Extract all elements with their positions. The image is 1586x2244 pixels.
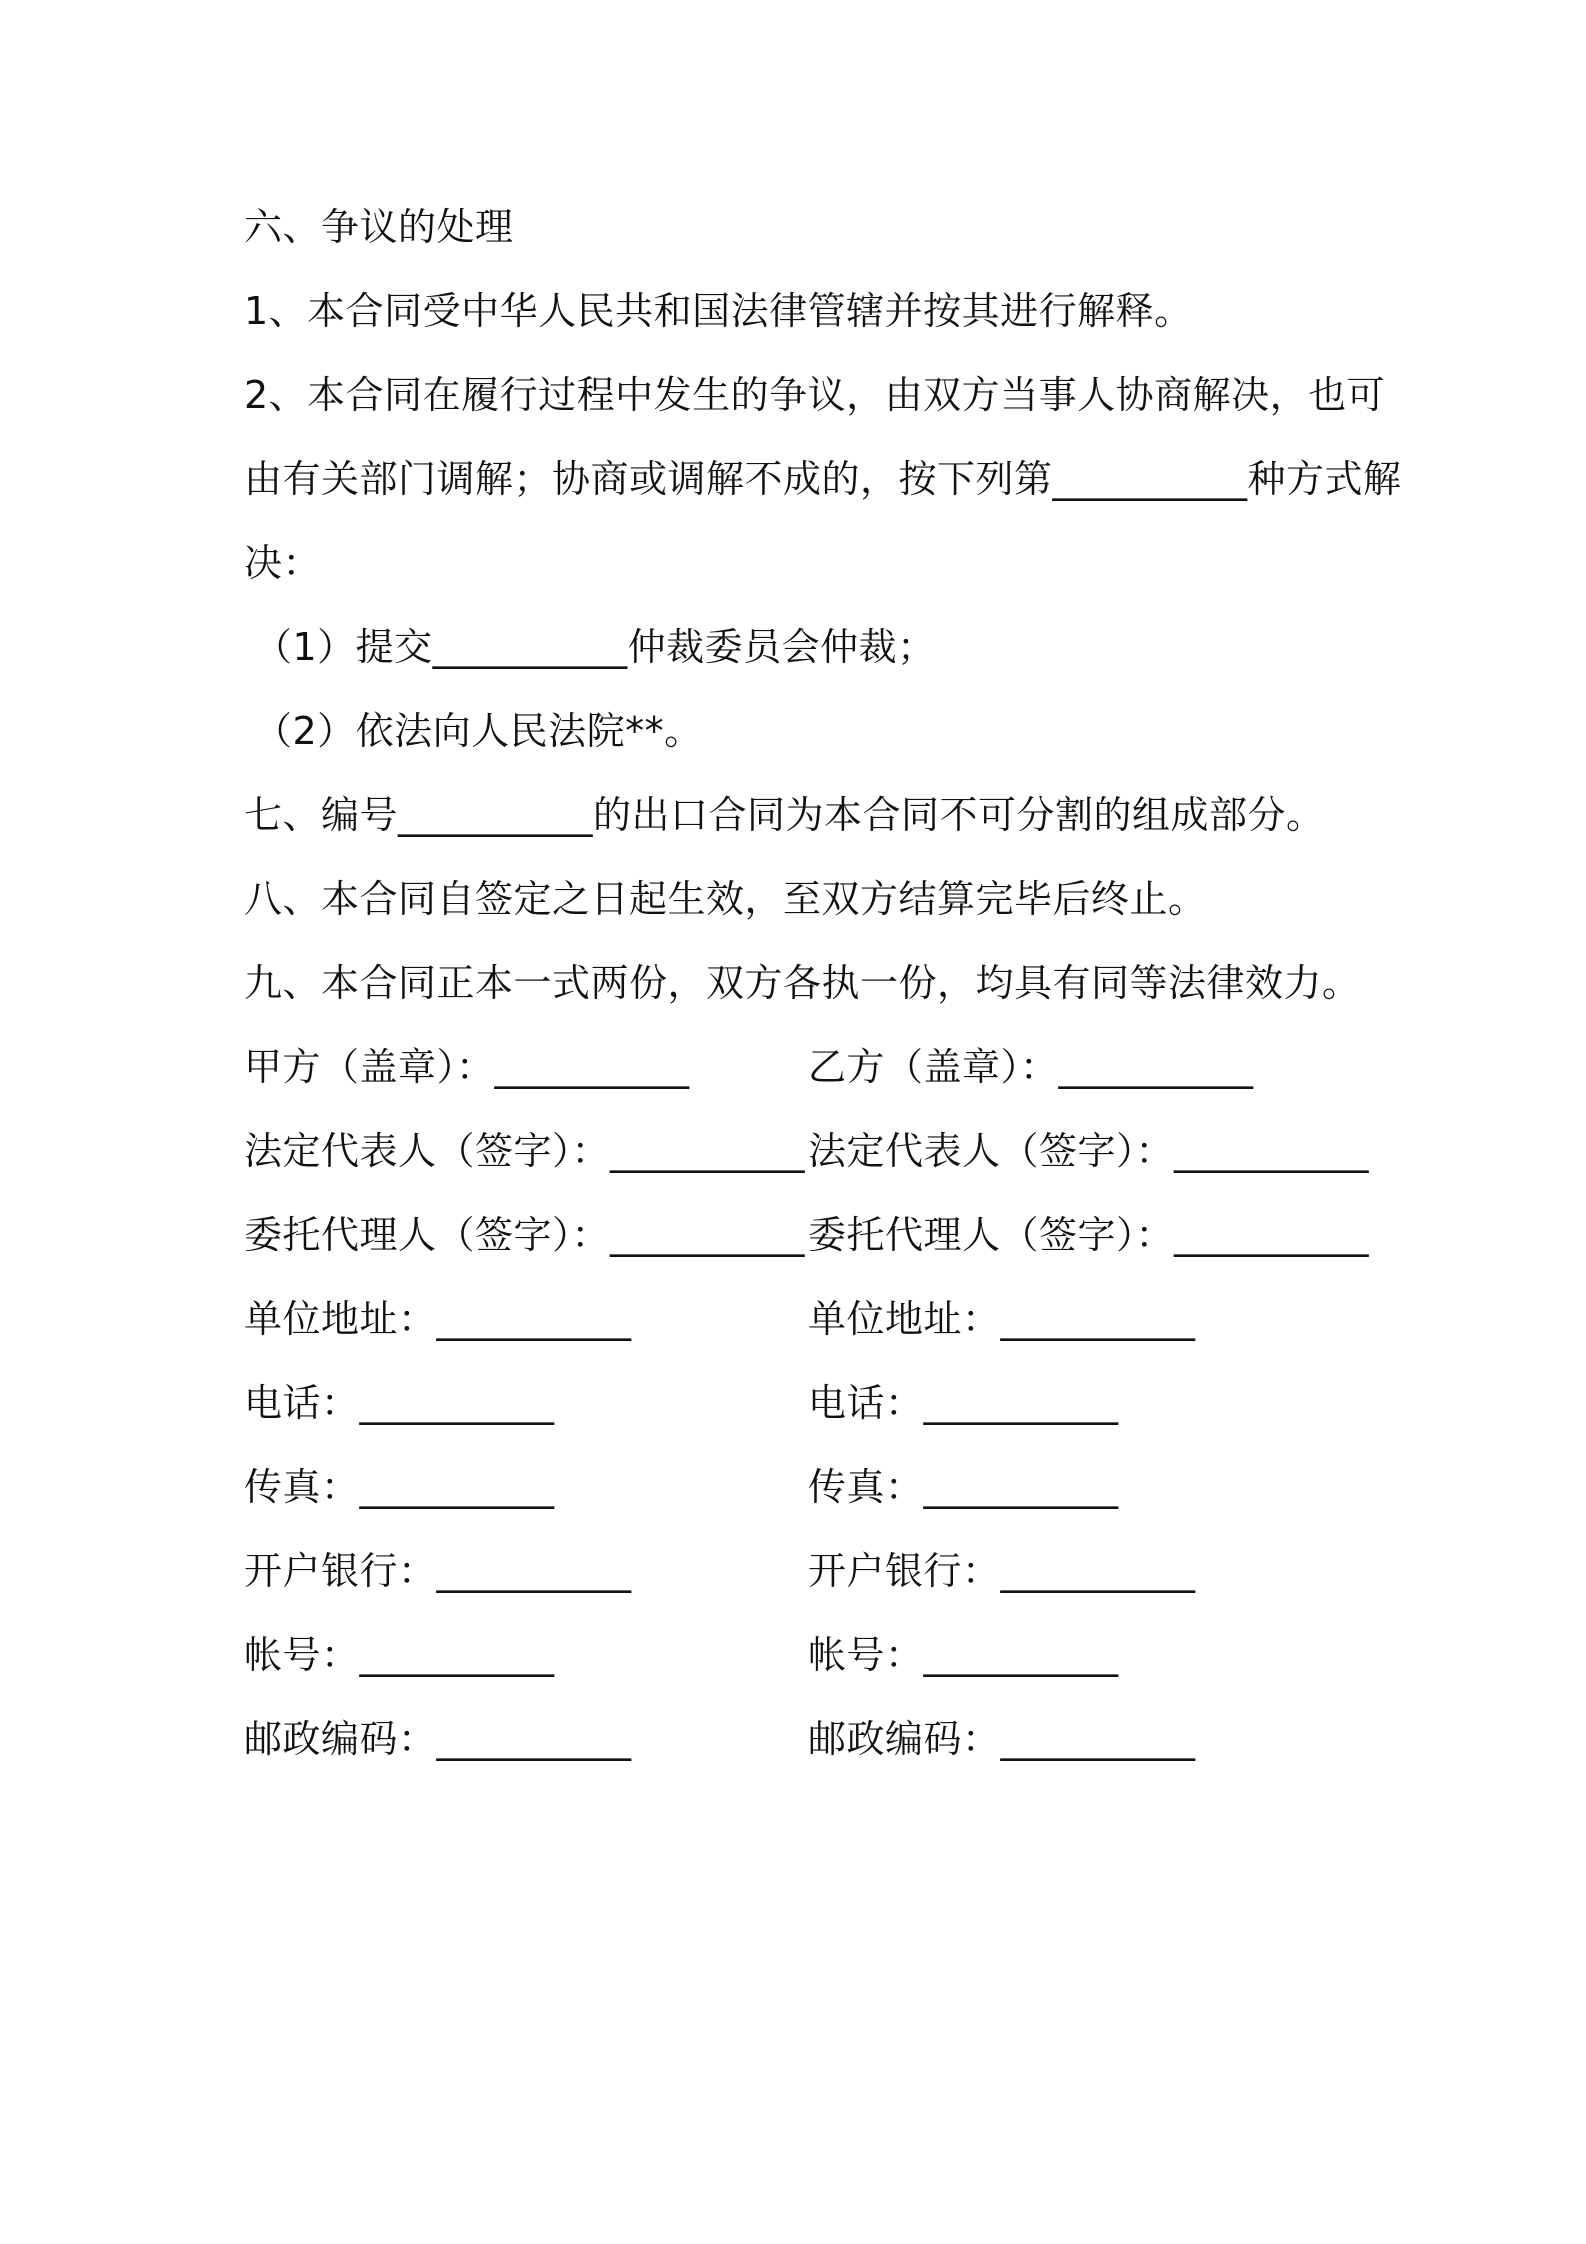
party-a-fax: 传真：__________	[244, 1465, 555, 1509]
section-6-heading: 六、争议的处理	[244, 205, 514, 249]
party-b-postcode: 邮政编码：__________	[808, 1717, 1196, 1761]
section-6-item-2-line-2: 由有关部门调解；协商或调解不成的，按下列第__________种方式解	[244, 457, 1402, 501]
party-a-address: 单位地址：__________	[244, 1297, 632, 1341]
party-a-account: 帐号：__________	[244, 1633, 555, 1677]
section-6-item-1: 1、本合同受中华人民共和国法律管辖并按其进行解释。	[244, 289, 1193, 333]
section-6-item-2-line-1: 2、本合同在履行过程中发生的争议，由双方当事人协商解决，也可	[244, 373, 1386, 417]
party-a-postcode: 邮政编码：__________	[244, 1717, 632, 1761]
party-a-phone: 电话：__________	[244, 1381, 555, 1425]
party-b-fax: 传真：__________	[808, 1465, 1119, 1509]
section-7: 七、编号__________的出口合同为本合同不可分割的组成部分。	[244, 793, 1325, 837]
section-9: 九、本合同正本一式两份，双方各执一份，均具有同等法律效力。	[244, 961, 1361, 1005]
section-6-option-1: （1）提交__________仲裁委员会仲裁；	[254, 625, 936, 669]
party-b-seal: 乙方（盖章）：__________	[808, 1045, 1254, 1089]
section-6-option-2: （2）依法向人民法院**。	[254, 709, 703, 753]
party-b-legal-rep: 法定代表人（签字）：__________	[808, 1129, 1370, 1173]
party-a-legal-rep: 法定代表人（签字）：__________	[244, 1129, 806, 1173]
section-8: 八、本合同自签定之日起生效，至双方结算完毕后终止。	[244, 877, 1207, 921]
party-b-bank: 开户银行：__________	[808, 1549, 1196, 1593]
section-6-item-2-line-3: 决：	[244, 541, 322, 585]
party-b-phone: 电话：__________	[808, 1381, 1119, 1425]
party-a-agent: 委托代理人（签字）：__________	[244, 1213, 806, 1257]
party-a-seal: 甲方（盖章）：__________	[244, 1045, 690, 1089]
party-b-address: 单位地址：__________	[808, 1297, 1196, 1341]
party-b-agent: 委托代理人（签字）：__________	[808, 1213, 1370, 1257]
party-a-bank: 开户银行：__________	[244, 1549, 632, 1593]
party-b-account: 帐号：__________	[808, 1633, 1119, 1677]
